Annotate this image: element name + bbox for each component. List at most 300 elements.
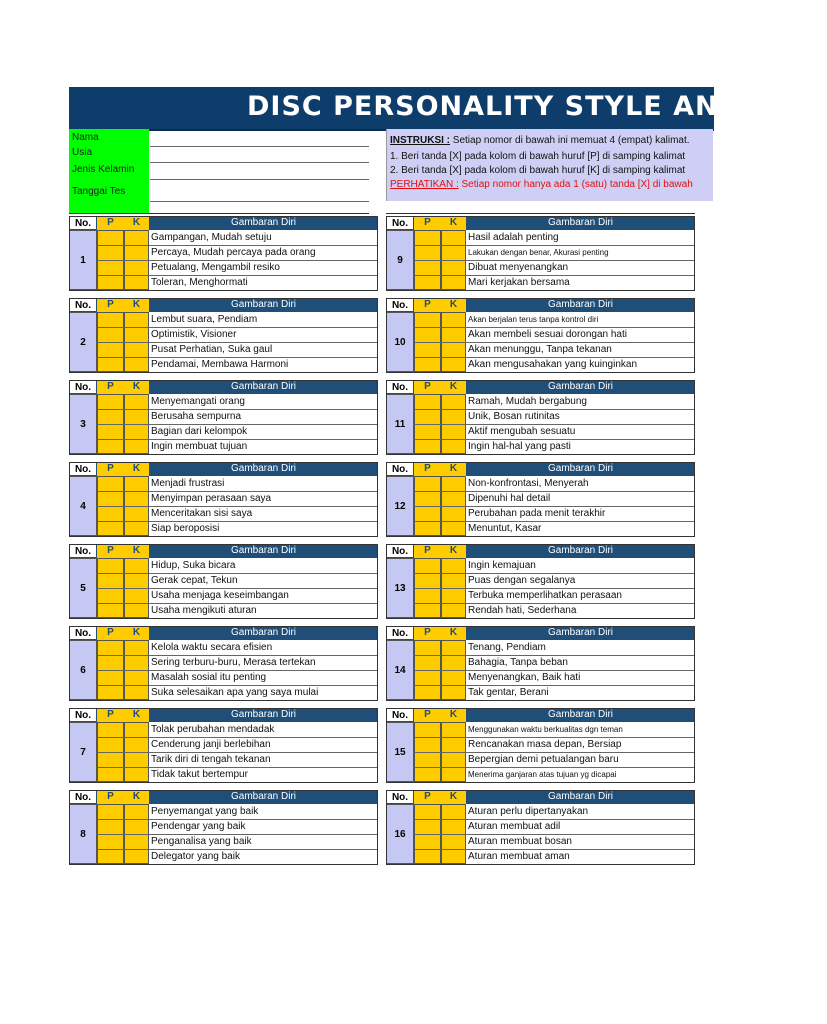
k-mark-cell[interactable] — [441, 342, 466, 357]
k-mark-cell[interactable] — [124, 655, 149, 670]
header-no: No. — [69, 544, 97, 558]
question-number: 7 — [69, 722, 97, 782]
k-mark-cell[interactable] — [441, 357, 466, 372]
block-header — [69, 380, 378, 394]
k-mark-cell[interactable] — [441, 588, 466, 603]
header-p: P — [97, 790, 124, 804]
k-mark-cell[interactable] — [441, 409, 466, 424]
p-mark-cell[interactable] — [97, 394, 124, 409]
p-mark-cell[interactable] — [414, 752, 441, 767]
instructions-intro — [390, 135, 690, 146]
p-mark-cell[interactable] — [414, 573, 441, 588]
k-mark-cell[interactable] — [124, 685, 149, 700]
statement-text: Menyenangkan, Baik hati — [468, 672, 581, 683]
header-no: No. — [386, 626, 414, 640]
header-k: K — [124, 708, 149, 722]
header-gambaran: Gambaran Diri — [547, 627, 614, 638]
p-mark-cell[interactable] — [97, 737, 124, 752]
p-mark-cell[interactable] — [414, 849, 441, 864]
question-block-16 — [386, 790, 695, 866]
block-bottom-border — [386, 618, 695, 619]
k-mark-cell[interactable] — [441, 476, 466, 491]
statement-text: Usaha menjaga keseimbangan — [151, 590, 289, 601]
question-block-13 — [386, 544, 695, 620]
k-mark-cell[interactable] — [124, 230, 149, 245]
p-mark-cell[interactable] — [414, 685, 441, 700]
statement-text: Ingin hal-hal yang pasti — [468, 441, 571, 452]
header-k: K — [124, 380, 149, 394]
block-header — [386, 790, 695, 804]
header-k: K — [124, 626, 149, 640]
instructions-label: INSTRUKSI : — [390, 135, 450, 146]
k-mark-cell[interactable] — [124, 767, 149, 782]
statement-text: Menyimpan perasaan saya — [151, 493, 272, 504]
header-k: K — [124, 544, 149, 558]
block-bottom-border — [69, 536, 378, 537]
warning-label: PERHATIKAN : — [390, 179, 459, 190]
header-gambaran: Gambaran Diri — [230, 299, 297, 310]
block-header — [69, 298, 378, 312]
question-block-3 — [69, 380, 378, 456]
header-p: P — [97, 544, 124, 558]
statement-text: Tarik diri di tengah tekanan — [151, 754, 271, 765]
header-p: P — [414, 708, 441, 722]
question-number: 4 — [69, 476, 97, 536]
p-mark-cell[interactable] — [414, 804, 441, 819]
block-header — [69, 708, 378, 722]
p-mark-cell[interactable] — [97, 767, 124, 782]
p-mark-cell[interactable] — [414, 342, 441, 357]
k-mark-cell[interactable] — [441, 603, 466, 618]
k-mark-cell[interactable] — [441, 230, 466, 245]
statement-text: Aturan perlu dipertanyakan — [468, 806, 589, 817]
p-mark-cell[interactable] — [97, 506, 124, 521]
p-mark-cell[interactable] — [97, 260, 124, 275]
block-header — [69, 626, 378, 640]
k-mark-cell[interactable] — [441, 491, 466, 506]
header-p: P — [414, 298, 441, 312]
p-mark-cell[interactable] — [414, 275, 441, 290]
question-block-15 — [386, 708, 695, 784]
k-mark-cell[interactable] — [441, 573, 466, 588]
block-header — [69, 544, 378, 558]
header-k: K — [441, 380, 466, 394]
instructions-intro-text: Setiap nomor di bawah ini memuat 4 (empat) kalimat. — [450, 135, 690, 146]
header-gambaran: Gambaran Diri — [547, 299, 614, 310]
statement-text: Menceritakan sisi saya — [151, 508, 253, 519]
p-mark-cell[interactable] — [97, 558, 124, 573]
k-mark-cell[interactable] — [124, 357, 149, 372]
question-block-2 — [69, 298, 378, 374]
question-block-12 — [386, 462, 695, 538]
statement-text: Pendamai, Membawa Harmoni — [151, 359, 289, 370]
statement-text: Akan membeli sesuai dorongan hati — [468, 329, 627, 340]
statement-text: Pusat Perhatian, Suka gaul — [151, 344, 273, 355]
block-header — [386, 708, 695, 722]
k-mark-cell[interactable] — [124, 573, 149, 588]
p-mark-cell[interactable] — [414, 327, 441, 342]
statement-text: Kelola waktu secara efisien — [151, 642, 273, 653]
instructions-warning — [390, 179, 693, 190]
header-p: P — [97, 298, 124, 312]
block-header — [386, 544, 695, 558]
statement-text: Menjadi frustrasi — [151, 478, 225, 489]
statement-text: Tolak perubahan mendadak — [151, 724, 275, 735]
p-mark-cell[interactable] — [97, 588, 124, 603]
question-block-6 — [69, 626, 378, 702]
p-mark-cell[interactable] — [97, 640, 124, 655]
k-mark-cell[interactable] — [441, 767, 466, 782]
tanggal-tes-field[interactable] — [150, 201, 369, 202]
header-no: No. — [386, 216, 414, 230]
block-bottom-border — [386, 700, 695, 701]
statement-text: Hasil adalah penting — [468, 232, 559, 243]
block-bottom-border — [69, 782, 378, 783]
statement-text: Puas dengan segalanya — [468, 575, 576, 586]
question-number: 10 — [386, 312, 414, 372]
p-mark-cell[interactable] — [97, 670, 124, 685]
header-gambaran: Gambaran Diri — [230, 381, 297, 392]
k-mark-cell[interactable] — [124, 275, 149, 290]
k-mark-cell[interactable] — [124, 670, 149, 685]
p-mark-cell[interactable] — [414, 737, 441, 752]
k-mark-cell[interactable] — [441, 640, 466, 655]
p-mark-cell[interactable] — [97, 685, 124, 700]
p-mark-cell[interactable] — [414, 558, 441, 573]
p-mark-cell[interactable] — [97, 722, 124, 737]
header-k: K — [441, 790, 466, 804]
k-mark-cell[interactable] — [124, 558, 149, 573]
statement-text: Ingin kemajuan — [468, 560, 536, 571]
p-mark-cell[interactable] — [97, 312, 124, 327]
header-p: P — [414, 462, 441, 476]
block-bottom-border — [386, 864, 695, 865]
p-mark-cell[interactable] — [414, 819, 441, 834]
header-no: No. — [69, 216, 97, 230]
k-mark-cell[interactable] — [124, 722, 149, 737]
statement-text: Toleran, Menghormati — [151, 277, 248, 288]
p-mark-cell[interactable] — [414, 409, 441, 424]
statement-text: Bahagia, Tanpa beban — [468, 657, 568, 668]
nama-field[interactable] — [150, 146, 369, 147]
k-mark-cell[interactable] — [441, 834, 466, 849]
k-mark-cell[interactable] — [124, 491, 149, 506]
p-mark-cell[interactable] — [97, 424, 124, 439]
statement-text: Menyemangati orang — [151, 396, 245, 407]
header-no: No. — [386, 380, 414, 394]
header-p: P — [414, 216, 441, 230]
k-mark-cell[interactable] — [441, 275, 466, 290]
header-k: K — [124, 216, 149, 230]
p-mark-cell[interactable] — [97, 573, 124, 588]
header-gambaran: Gambaran Diri — [230, 791, 297, 802]
block-header — [386, 216, 695, 230]
instructions-box — [386, 129, 713, 201]
identity-divider — [69, 213, 369, 214]
statement-text: Berusaha sempurna — [151, 411, 242, 422]
header-no: No. — [69, 380, 97, 394]
k-mark-cell[interactable] — [441, 260, 466, 275]
header-k: K — [441, 544, 466, 558]
block-header — [386, 380, 695, 394]
k-mark-cell[interactable] — [124, 521, 149, 536]
header-p: P — [97, 626, 124, 640]
p-mark-cell[interactable] — [97, 834, 124, 849]
header-no: No. — [69, 626, 97, 640]
header-gambaran: Gambaran Diri — [230, 545, 297, 556]
jenis-kelamin-label: Jenis Kelamin — [72, 164, 135, 175]
statement-text: Petualang, Mengambil resiko — [151, 262, 280, 273]
k-mark-cell[interactable] — [441, 327, 466, 342]
question-number: 16 — [386, 804, 414, 864]
statement-text: Gampangan, Mudah setuju — [151, 232, 272, 243]
statement-text: Aktif mengubah sesuatu — [468, 426, 576, 437]
instructions-line-2: 2. Beri tanda [X] pada kolom di bawah huruf [K] di samping kalimat — [390, 165, 686, 176]
k-mark-cell[interactable] — [124, 260, 149, 275]
block-bottom-border — [69, 864, 378, 865]
p-mark-cell[interactable] — [414, 439, 441, 454]
identity-labels — [69, 129, 149, 214]
statement-text: Lakukan dengan benar, Akurasi penting — [468, 248, 609, 257]
statement-text: Dipenuhi hal detail — [468, 493, 551, 504]
k-mark-cell[interactable] — [124, 752, 149, 767]
p-mark-cell[interactable] — [414, 506, 441, 521]
p-mark-cell[interactable] — [97, 476, 124, 491]
p-mark-cell[interactable] — [97, 849, 124, 864]
p-mark-cell[interactable] — [97, 491, 124, 506]
statement-text: Percaya, Mudah percaya pada orang — [151, 247, 316, 258]
question-number: 15 — [386, 722, 414, 782]
block-header — [386, 462, 695, 476]
p-mark-cell[interactable] — [414, 521, 441, 536]
header-p: P — [97, 462, 124, 476]
question-number: 14 — [386, 640, 414, 700]
p-mark-cell[interactable] — [97, 819, 124, 834]
k-mark-cell[interactable] — [124, 424, 149, 439]
header-no: No. — [386, 544, 414, 558]
k-mark-cell[interactable] — [124, 737, 149, 752]
question-block-4 — [69, 462, 378, 538]
k-mark-cell[interactable] — [441, 849, 466, 864]
statement-text: Unik, Bosan rutinitas — [468, 411, 560, 422]
p-mark-cell[interactable] — [414, 603, 441, 618]
statement-text: Aturan membuat adil — [468, 821, 561, 832]
k-mark-cell[interactable] — [441, 670, 466, 685]
k-mark-cell[interactable] — [441, 558, 466, 573]
header-p: P — [414, 626, 441, 640]
header-gambaran: Gambaran Diri — [547, 381, 614, 392]
k-mark-cell[interactable] — [124, 834, 149, 849]
p-mark-cell[interactable] — [97, 275, 124, 290]
question-number: 9 — [386, 230, 414, 290]
k-mark-cell[interactable] — [124, 245, 149, 260]
k-mark-cell[interactable] — [441, 737, 466, 752]
header-p: P — [414, 790, 441, 804]
header-k: K — [441, 626, 466, 640]
k-mark-cell[interactable] — [441, 685, 466, 700]
p-mark-cell[interactable] — [414, 424, 441, 439]
header-k: K — [441, 216, 466, 230]
statement-text: Suka selesaikan apa yang saya mulai — [151, 687, 319, 698]
block-bottom-border — [69, 618, 378, 619]
statement-text: Aturan membuat bosan — [468, 836, 572, 847]
jenis-kelamin-field[interactable] — [150, 179, 369, 180]
statement-text: Menuntut, Kasar — [468, 523, 542, 534]
p-mark-cell[interactable] — [414, 640, 441, 655]
k-mark-cell[interactable] — [441, 245, 466, 260]
k-mark-cell[interactable] — [124, 312, 149, 327]
k-mark-cell[interactable] — [124, 394, 149, 409]
p-mark-cell[interactable] — [97, 342, 124, 357]
p-mark-cell[interactable] — [414, 655, 441, 670]
statement-text: Rendah hati, Sederhana — [468, 605, 577, 616]
question-block-14 — [386, 626, 695, 702]
block-bottom-border — [386, 536, 695, 537]
statement-text: Perubahan pada menit terakhir — [468, 508, 606, 519]
k-mark-cell[interactable] — [441, 819, 466, 834]
p-mark-cell[interactable] — [97, 655, 124, 670]
header-no: No. — [69, 708, 97, 722]
k-mark-cell[interactable] — [441, 506, 466, 521]
p-mark-cell[interactable] — [414, 357, 441, 372]
k-mark-cell[interactable] — [124, 804, 149, 819]
p-mark-cell[interactable] — [414, 230, 441, 245]
header-k: K — [441, 462, 466, 476]
statement-text: Ramah, Mudah bergabung — [468, 396, 587, 407]
p-mark-cell[interactable] — [97, 752, 124, 767]
p-mark-cell[interactable] — [414, 834, 441, 849]
statement-text: Cenderung janji berlebihan — [151, 739, 271, 750]
header-gambaran: Gambaran Diri — [230, 627, 297, 638]
k-mark-cell[interactable] — [124, 849, 149, 864]
p-mark-cell[interactable] — [414, 394, 441, 409]
k-mark-cell[interactable] — [441, 804, 466, 819]
p-mark-cell[interactable] — [414, 245, 441, 260]
p-mark-cell[interactable] — [97, 521, 124, 536]
header-p: P — [97, 216, 124, 230]
k-mark-cell[interactable] — [124, 342, 149, 357]
k-mark-cell[interactable] — [441, 655, 466, 670]
k-mark-cell[interactable] — [441, 752, 466, 767]
p-mark-cell[interactable] — [414, 588, 441, 603]
statement-text: Akan berjalan terus tanpa kontrol diri — [468, 315, 599, 324]
header-k: K — [124, 462, 149, 476]
k-mark-cell[interactable] — [441, 439, 466, 454]
statement-text: Sering terburu-buru, Merasa tertekan — [151, 657, 316, 668]
question-block-5 — [69, 544, 378, 620]
statement-text: Penganalisa yang baik — [151, 836, 252, 847]
usia-label: Usia — [72, 147, 93, 158]
header-p: P — [97, 380, 124, 394]
title-bar — [69, 87, 827, 131]
block-header — [69, 790, 378, 804]
question-block-10 — [386, 298, 695, 374]
p-mark-cell[interactable] — [97, 357, 124, 372]
p-mark-cell[interactable] — [414, 260, 441, 275]
statement-text: Bagian dari kelompok — [151, 426, 248, 437]
k-mark-cell[interactable] — [441, 521, 466, 536]
header-no: No. — [69, 790, 97, 804]
k-mark-cell[interactable] — [124, 439, 149, 454]
header-no: No. — [386, 790, 414, 804]
p-mark-cell[interactable] — [414, 476, 441, 491]
block-bottom-border — [69, 372, 378, 373]
question-number: 12 — [386, 476, 414, 536]
header-k: K — [124, 298, 149, 312]
p-mark-cell[interactable] — [414, 312, 441, 327]
p-mark-cell[interactable] — [97, 603, 124, 618]
statement-text: Akan menunggu, Tanpa tekanan — [468, 344, 612, 355]
p-mark-cell[interactable] — [97, 804, 124, 819]
k-mark-cell[interactable] — [124, 588, 149, 603]
p-mark-cell[interactable] — [97, 327, 124, 342]
header-no: No. — [386, 298, 414, 312]
tanggal-tes-label: Tanggai Tes — [72, 186, 126, 197]
statement-text: Lembut suara, Pendiam — [151, 314, 258, 325]
block-header — [69, 462, 378, 476]
k-mark-cell[interactable] — [441, 424, 466, 439]
header-gambaran: Gambaran Diri — [547, 791, 614, 802]
p-mark-cell[interactable] — [414, 670, 441, 685]
statement-text: Akan mengusahakan yang kuinginkan — [468, 359, 638, 370]
statement-text: Delegator yang baik — [151, 851, 240, 862]
question-block-9 — [386, 216, 695, 292]
p-mark-cell[interactable] — [97, 439, 124, 454]
question-number: 11 — [386, 394, 414, 454]
statement-text: Menerima ganjaran atas tujuan yg dicapai — [468, 770, 617, 779]
block-bottom-border — [69, 290, 378, 291]
block-bottom-border — [69, 700, 378, 701]
p-mark-cell[interactable] — [414, 767, 441, 782]
k-mark-cell[interactable] — [441, 394, 466, 409]
k-mark-cell[interactable] — [124, 819, 149, 834]
statement-text: Hidup, Suka bicara — [151, 560, 236, 571]
header-gambaran: Gambaran Diri — [547, 709, 614, 720]
statement-text: Gerak cepat, Tekun — [151, 575, 238, 586]
k-mark-cell[interactable] — [124, 327, 149, 342]
question-number: 3 — [69, 394, 97, 454]
k-mark-cell[interactable] — [124, 476, 149, 491]
header-gambaran: Gambaran Diri — [547, 545, 614, 556]
k-mark-cell[interactable] — [124, 409, 149, 424]
statement-text: Pendengar yang baik — [151, 821, 246, 832]
statement-text: Mari kerjakan bersama — [468, 277, 570, 288]
usia-field[interactable] — [150, 162, 369, 163]
p-mark-cell[interactable] — [97, 230, 124, 245]
header-gambaran: Gambaran Diri — [547, 217, 614, 228]
k-mark-cell[interactable] — [124, 603, 149, 618]
block-bottom-border — [386, 454, 695, 455]
p-mark-cell[interactable] — [414, 722, 441, 737]
header-no: No. — [69, 462, 97, 476]
statement-text: Penyemangat yang baik — [151, 806, 259, 817]
k-mark-cell[interactable] — [441, 722, 466, 737]
p-mark-cell[interactable] — [97, 409, 124, 424]
k-mark-cell[interactable] — [441, 312, 466, 327]
k-mark-cell[interactable] — [124, 640, 149, 655]
question-block-11 — [386, 380, 695, 456]
p-mark-cell[interactable] — [97, 245, 124, 260]
p-mark-cell[interactable] — [414, 491, 441, 506]
statement-text: Tenang, Pendiam — [468, 642, 546, 653]
instructions-line-1: 1. Beri tanda [X] pada kolom di bawah huruf [P] di samping kalimat — [390, 151, 686, 162]
statement-text: Bepergian demi petualangan baru — [468, 754, 619, 765]
statement-text: Siap beroposisi — [151, 523, 220, 534]
k-mark-cell[interactable] — [124, 506, 149, 521]
statement-text: Usaha mengikuti aturan — [151, 605, 257, 616]
statement-text: Terbuka memperlihatkan perasaan — [468, 590, 622, 601]
statement-text: Masalah sosial itu penting — [151, 672, 267, 683]
